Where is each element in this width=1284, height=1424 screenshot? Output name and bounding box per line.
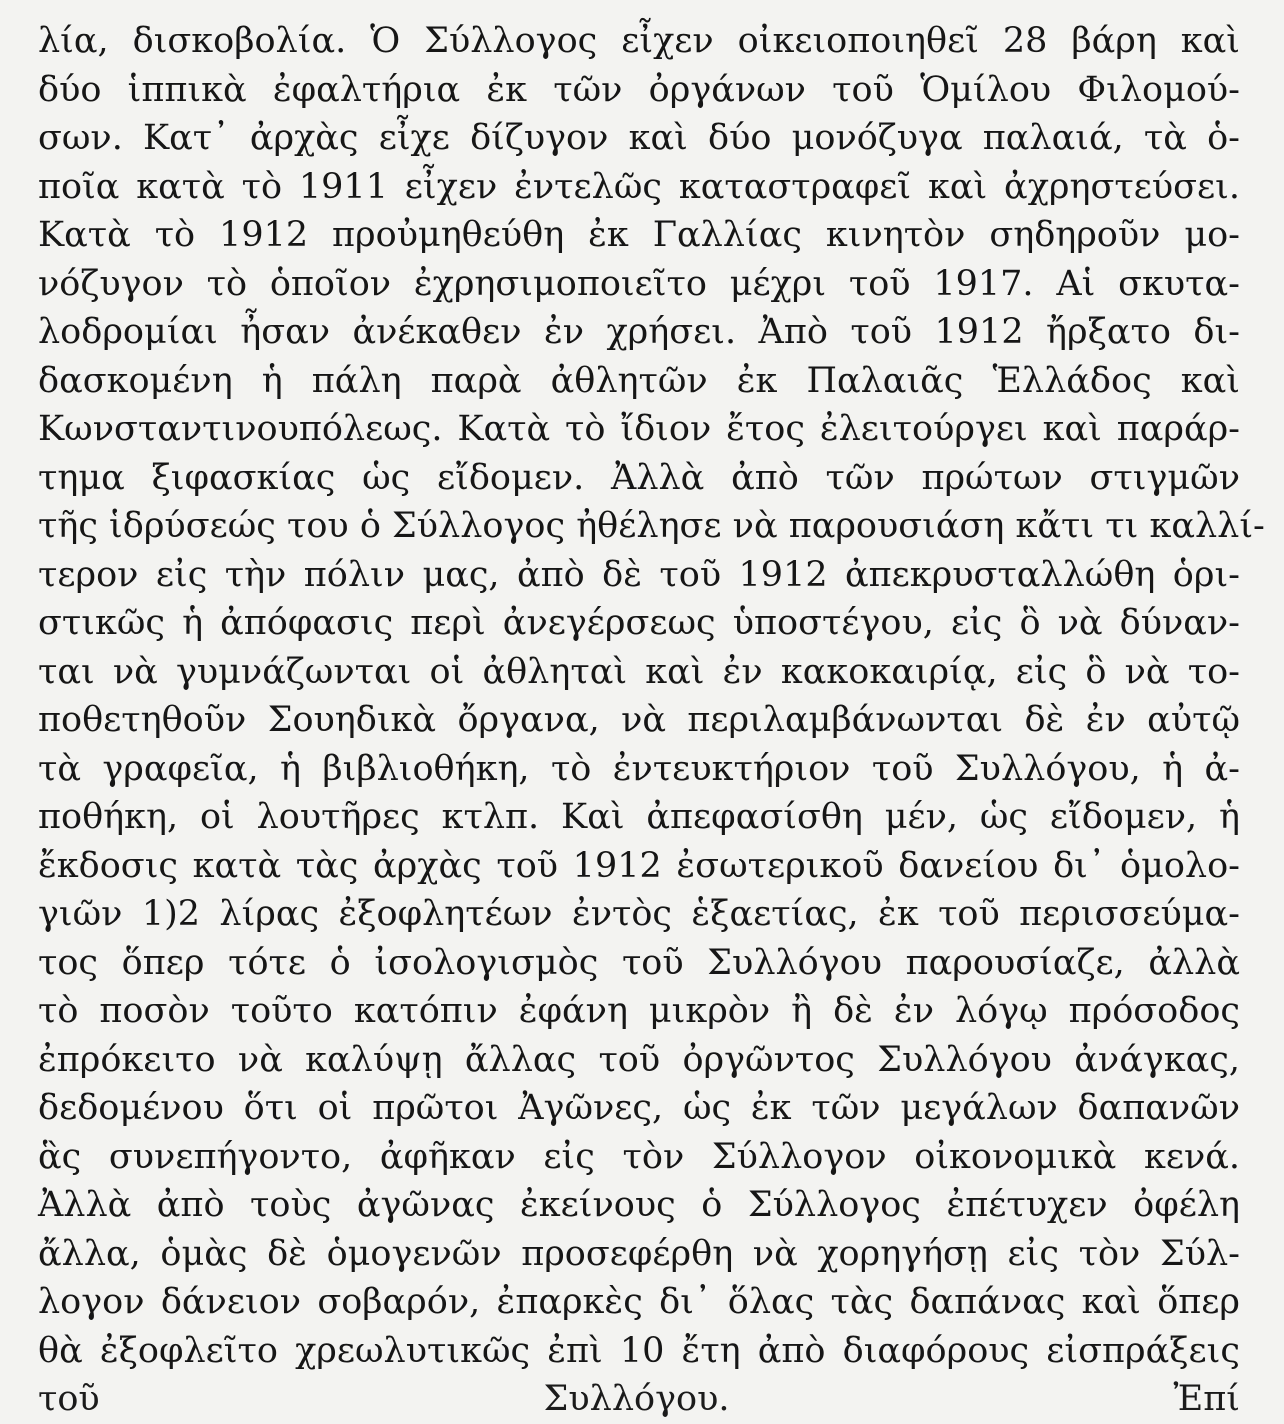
text-line-15: ποθετηθοῦν Σουηδικὰ ὄργανα, νὰ περιλαμβάνωνται δὲ ἐν αὐτῷ <box>38 700 1240 740</box>
text-line-4: ποῖα κατὰ τὸ 1911 εἶχεν ἐντελῶς καταστραφεῖ καὶ ἀχρηστεύσει. <box>38 166 1240 207</box>
text-line-7: λοδρομίαι ἦσαν ἀνέκαθεν ἐν χρήσει. Ἀπὸ τοῦ 1912 ἤρξατο δι- <box>38 312 1240 352</box>
body-text <box>38 17 1265 1424</box>
text-line-16: τὰ γραφεῖα, ἡ βιβλιοθήκη, τὸ ἐντευκτήριον τοῦ Συλλόγου, ἡ ἀ- <box>38 748 1240 789</box>
text-line-14: ται νὰ γυμνάζωνται οἱ ἀθληταὶ καὶ ἐν κακοκαιρίᾳ, εἰς ὃ νὰ το- <box>38 651 1240 692</box>
text-line-28: θὰ ἐξοφλεῖτο χρεωλυτικῶς ἐπὶ 10 ἔτη ἀπὸ διαφόρους εἰσπράξεις <box>38 1330 1240 1371</box>
text-line-5: Κατὰ τὸ 1912 προὐμηθεύθη ἐκ Γαλλίας κινητὸν σηδηροῦν μο- <box>38 215 1240 255</box>
text-line-21: τὸ ποσὸν τοῦτο κατόπιν ἐφάνη μικρὸν ἢ δὲ ἐν λόγῳ πρόσοδος <box>38 991 1240 1031</box>
text-line-3: σων. Κατ᾿ ἀρχὰς εἶχε δίζυγον καὶ δύο μονόζυγα παλαιά, τὰ ὁ- <box>38 118 1240 158</box>
text-line-27: λογον δάνειον σοβαρόν, ἐπαρκὲς δι᾿ ὅλας τὰς δαπάνας καὶ ὅπερ <box>38 1282 1240 1322</box>
text-line-23: δεδομένου ὅτι οἱ πρῶτοι Ἀγῶνες, ὡς ἐκ τῶν μεγάλων δαπανῶν <box>38 1088 1240 1128</box>
text-line-12: τερον εἰς τὴν πόλιν μας, ἀπὸ δὲ τοῦ 1912 ἀπεκρυσταλλώθη ὁρι- <box>38 554 1240 595</box>
text-line-8: δασκομένη ἡ πάλη παρὰ ἀθλητῶν ἐκ Παλαιᾶς Ἑλλάδος καὶ <box>38 360 1240 401</box>
text-line-24: ἃς συνεπήγοντο, ἀφῆκαν εἰς τὸν Σύλλογον οἰκονομικὰ κενά. <box>38 1136 1240 1177</box>
text-line-25: Ἀλλὰ ἀπὸ τοὺς ἀγῶνας ἐκείνους ὁ Σύλλογος ἐπέτυχεν ὀφέλη <box>38 1185 1240 1225</box>
text-line-18: ἔκδοσις κατὰ τὰς ἀρχὰς τοῦ 1912 ἐσωτερικοῦ δανείου δι᾿ ὁμολο- <box>38 845 1240 886</box>
text-line-10: τημα ξιφασκίας ὡς εἴδομεν. Ἀλλὰ ἀπὸ τῶν πρώτων στιγμῶν <box>38 457 1240 498</box>
text-line-17: ποθήκη, οἱ λουτῆρες κτλπ. Καὶ ἀπεφασίσθη μέν, ὡς εἴδομεν, ἡ <box>38 797 1240 837</box>
text-line-2: δύο ἱππικὰ ἐφαλτήρια ἐκ τῶν ὀργάνων τοῦ Ὁμίλου Φιλομού- <box>38 69 1240 110</box>
text-line-9: Κωνσταντινουπόλεως. Κατὰ τὸ ἴδιον ἔτος ἐλειτούργει καὶ παράρ- <box>38 409 1240 449</box>
text-line-26: ἄλλα, ὁμὰς δὲ ὁμογενῶν προσεφέρθη νὰ χορηγήσῃ εἰς τὸν Σύλ- <box>38 1233 1240 1274</box>
text-line-13: στικῶς ἡ ἀπόφασις περὶ ἀνεγέρσεως ὑποστέγου, εἰς ὃ νὰ δύναν- <box>38 603 1240 643</box>
text-line-6: νόζυγον τὸ ὁποῖον ἐχρησιμοποιεῖτο μέχρι τοῦ 1917. Αἱ σκυτα- <box>38 263 1240 304</box>
text-line-1: λία, δισκοβολία. Ὁ Σύλλογος εἶχεν οἰκειοποιηθεῖ 28 βάρη καὶ <box>38 21 1240 61</box>
text-line-11: τῆς ἱδρύσεώς του ὁ Σύλλογος ἠθέλησε νὰ παρουσιάση κἄτι τι καλλί- <box>38 506 1265 546</box>
text-line-19: γιῶν 1)2 λίρας ἐξοφλητέων ἐντὸς ἑξαετίας, ἐκ τοῦ περισσεύμα- <box>38 894 1240 934</box>
text-line-29-partial: τοῦ Συλλόγου. Ἐπί <box>38 1379 1240 1419</box>
text-line-20: τος ὅπερ τότε ὁ ἰσολογισμὸς τοῦ Συλλόγου παρουσίαζε, ἀλλὰ <box>38 942 1240 983</box>
text-line-22: ἐπρόκειτο νὰ καλύψῃ ἄλλας τοῦ ὀργῶντος Συλλόγου ἀνάγκας, <box>38 1039 1240 1080</box>
